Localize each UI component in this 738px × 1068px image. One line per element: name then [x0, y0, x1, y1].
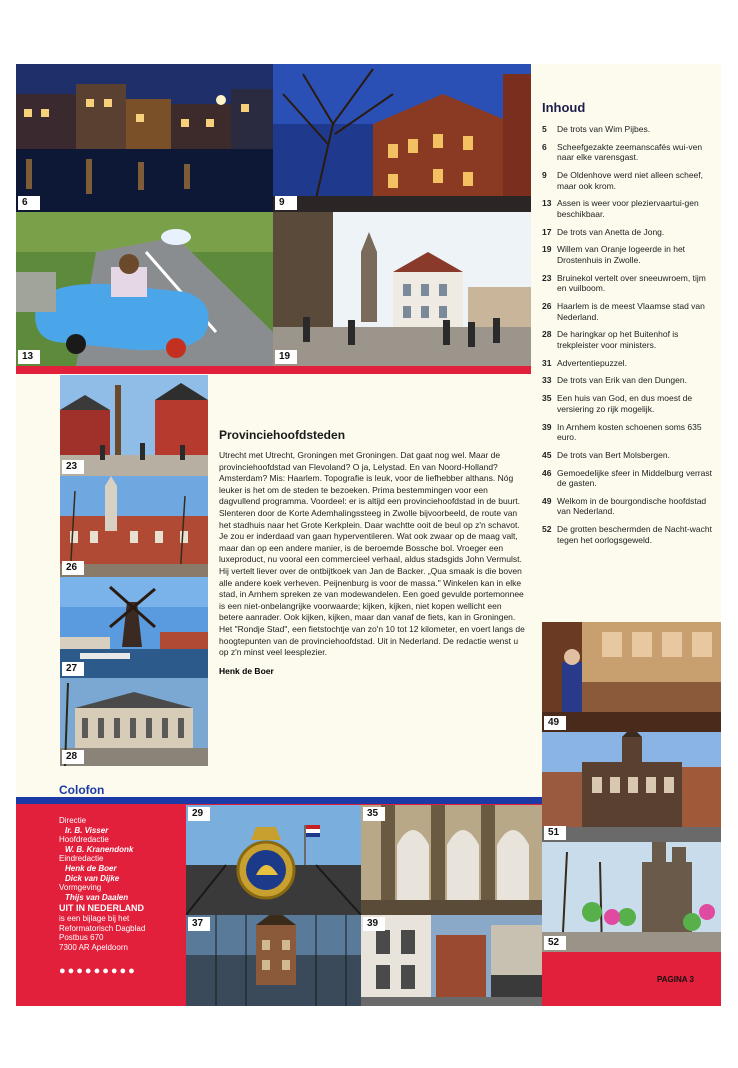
- photo-village-street: [60, 375, 208, 476]
- photo-haarlem-church: [60, 476, 208, 577]
- toc-item[interactable]: 6 Scheefgezakte zeemanscafés wui-ven naar elke varensgast.: [542, 141, 703, 163]
- photo-number: 27: [62, 662, 84, 676]
- toc-item[interactable]: 13 Assen is weer voor pleziervaartui-gen beschikbaar.: [542, 198, 699, 219]
- uit-in-nederland-logo: [568, 972, 625, 987]
- colofon-name: Thijs van Daalen: [65, 892, 129, 902]
- publication-line: is een bijlage bij het: [59, 913, 130, 923]
- article-title: Provinciehoofdsteden: [219, 428, 346, 442]
- colofon-name: Henk de Boer: [65, 863, 117, 873]
- photo-number: 49: [544, 716, 566, 730]
- photo-number: 6: [18, 196, 40, 210]
- toc-item[interactable]: 31 Advertentiepuzzel.: [542, 357, 627, 368]
- toc-item[interactable]: 35 Een huis van God, en dus moest de versiering zo rijk mogelijk.: [542, 393, 693, 414]
- logo-bottom: NEDERLAND: [568, 977, 625, 987]
- photo-number: 29: [188, 807, 210, 821]
- toc-item[interactable]: 5 De trots van Wim Pijbes.: [542, 124, 651, 134]
- page-label: PAGINA 3: [657, 975, 694, 984]
- logo-top: UIT: [568, 972, 580, 979]
- toc-item[interactable]: 17 De trots van Anetta de Jong.: [542, 226, 665, 237]
- photo-windmill: [60, 577, 208, 678]
- colofon-name: Ir. B. Visser: [65, 825, 109, 835]
- photo-royal-gate: [186, 805, 361, 915]
- toc-item[interactable]: 9 De Oldenhove werd niet alleen scheef, maar ook krom.: [542, 170, 704, 191]
- toc-item[interactable]: 46 Gemoedelijke sfeer in Middelburg verrast de gasten.: [542, 467, 712, 489]
- table-of-contents: [542, 100, 714, 553]
- publication-name: UIT IN NEDERLAND: [59, 903, 144, 914]
- toc-item[interactable]: 45 De trots van Bert Molsbergen.: [542, 449, 670, 460]
- toc-item[interactable]: 33 De trots van Erik van den Dungen.: [542, 375, 687, 386]
- toc-title: Inhoud: [542, 100, 586, 115]
- photo-canal-night: [16, 64, 273, 212]
- magazine-page: [16, 64, 721, 1006]
- photo-number: 37: [188, 917, 210, 931]
- photo-buitenhof: [60, 678, 208, 766]
- photo-town-hall: [542, 732, 721, 842]
- toc-item[interactable]: 28 De haringkar op het Buitenhof is trekpleister voor ministers.: [542, 329, 679, 350]
- photo-number: 35: [363, 807, 385, 821]
- photo-leaning-house: [273, 64, 531, 212]
- photo-number: 26: [62, 561, 84, 575]
- colofon-block: [59, 816, 184, 952]
- decorative-dots: ●●●●●●●●●: [59, 965, 137, 977]
- colofon-role: Directie: [59, 816, 87, 825]
- toc-item[interactable]: 39 In Arnhem kosten schoenen soms 635 euro.: [542, 421, 702, 443]
- toc-item[interactable]: 52 De grotten beschermden de Nacht-wacht tegen het oorlogsgeweld.: [542, 524, 712, 545]
- photo-number: 23: [62, 460, 84, 474]
- photo-church-interior: [361, 805, 542, 915]
- article-body: Utrecht met Utrecht, Groningen met Groningen. Dat gaat nog wel. Maar de provinciehoofdstad van Flevoland? O ja, Lelystad. En van Noord-Holland? Amsterdam? Mis: Haarlem. Topografie is leuk, voor de liefhebber althans. Nóg leuker is het om de steden te bezoeken. Prima bestemmingen voor een dagvullend programma. Voordeel: er is altijd een provinciehoofdstad in de buurt. Slenteren door de Korte Ademhalingssteeg in Zwolle bijvoorbeeld, de route van het stadhuis naar het Grote Kerkplein. Daar wachtte ooit de beul op z'n schavot. Je zou er inderdaad van gaan hyperventileren. Wat ook zwaar op de maag valt, maar dan op een andere manier, is de beroemde Bossche bol. Vroeger een luxeproduct, nu vooral een commercieel verhaal, aldus stadsgids John Vermulst. Hij vertelt liever over de ontbijtkoek van Jan de Backer. „Qua smaak is die boven alle andere koek verheven. Peijnenburg is voor de massa." Winkelen kan in elke stad, in Arnhem spreken ze van modewandelen. Een goed gevulde portemonnee is een niet-onbelangrijke voorwaarde; kijken, kijken, niet kopen wellicht een betere aanrader. Ook kijken, kijken, maar dan vanaf de fiets, kan in Groningen. Het "Rondje Stad", een fietstochtje van zo'n 10 tot 12 kilometer, en voert langs de hoogtepunten van de provinciehoofdstad. Uit in Nederland. De redactie wenst u op z'n minst veel leesplezier.: [219, 450, 525, 658]
- photo-pedal-cars: [16, 212, 273, 366]
- photo-number: 52: [544, 936, 566, 950]
- red-divider-top: [16, 366, 531, 374]
- toc-item[interactable]: 23 Bruinekol vertelt over sneeuwroem, tijm en vuilboom.: [542, 272, 706, 294]
- colofon-role: Eindredactie: [59, 854, 104, 864]
- photo-carnival: [542, 842, 721, 952]
- article-author: Henk de Boer: [219, 665, 274, 676]
- photo-reflection: [186, 915, 361, 1006]
- toc-item[interactable]: 49 Welkom in de bourgondische hoofdstad van Nederland.: [542, 495, 707, 517]
- colofon-role: Vormgeving: [59, 883, 102, 893]
- photo-number: 19: [275, 350, 297, 364]
- photo-zwolle-square: [273, 212, 531, 366]
- photo-arnhem-street: [361, 915, 542, 1006]
- photo-number: 9: [275, 196, 297, 210]
- publication-line: Reformatorisch Dagblad: [59, 923, 146, 933]
- photo-number: 39: [363, 917, 385, 931]
- publication-line: Postbus 670: [59, 933, 104, 943]
- colofon-role: Hoofdredactie: [59, 835, 109, 845]
- colofon-name: W. B. Kranendonk: [65, 844, 134, 854]
- photo-number: 28: [62, 750, 84, 764]
- toc-item[interactable]: 19 Willem van Oranje logeerde in het Drostenhuis in Zwolle.: [542, 244, 686, 265]
- colofon-title: Colofon: [59, 783, 105, 797]
- photo-number: 51: [544, 826, 566, 840]
- colofon-name: Dick van Dijke: [65, 873, 120, 883]
- photo-bakery: [542, 622, 721, 732]
- article: [219, 428, 526, 676]
- publication-line: 7300 AR Apeldoorn: [59, 942, 128, 952]
- blue-divider: [16, 797, 542, 804]
- photo-number: 13: [18, 350, 40, 364]
- toc-list: [542, 124, 714, 545]
- toc-item[interactable]: 26 Haarlem is de meest Vlaamse stad van Nederland.: [542, 301, 705, 322]
